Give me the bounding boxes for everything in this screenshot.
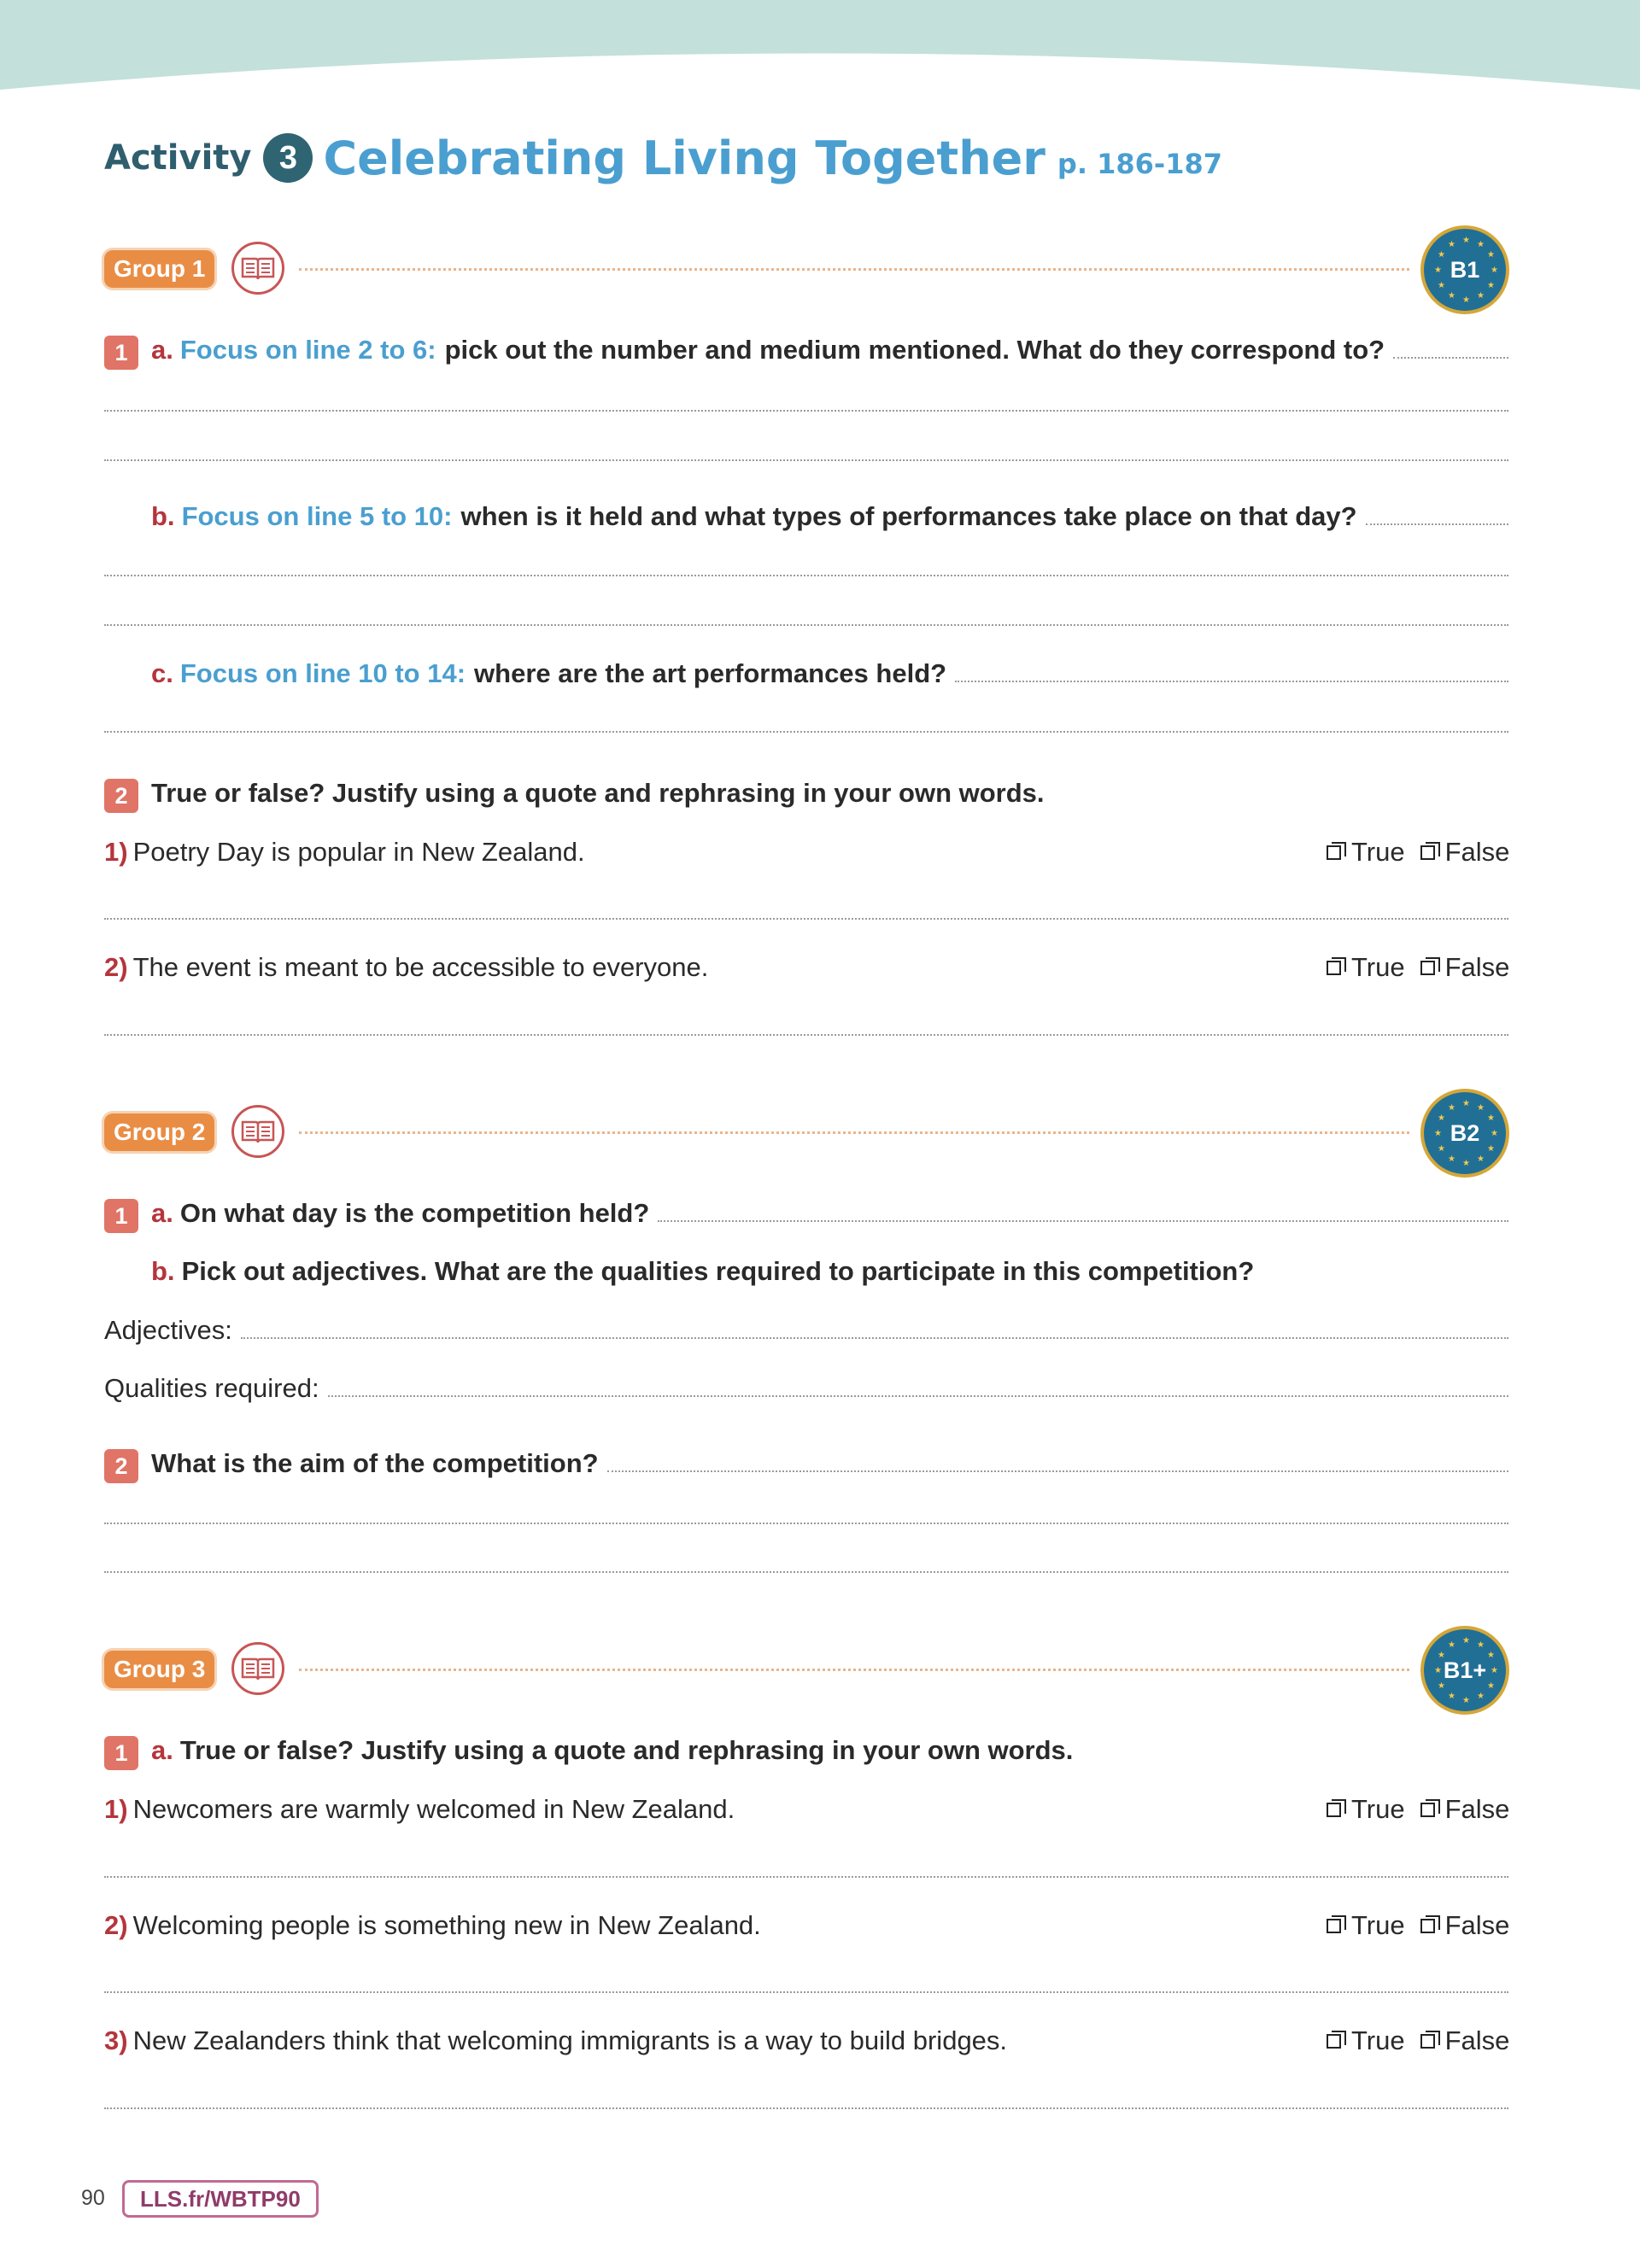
svg-text:★: ★	[1438, 250, 1445, 260]
qualities-field	[104, 1373, 1508, 1404]
answer-line[interactable]	[658, 1220, 1508, 1222]
answer-line[interactable]	[104, 575, 1508, 576]
statement-number: 3)	[104, 2025, 128, 2055]
svg-text:★: ★	[1462, 1696, 1470, 1705]
true-checkbox[interactable]	[1327, 1919, 1341, 1933]
true-checkbox[interactable]	[1327, 845, 1341, 860]
statement-number: 2)	[104, 952, 128, 982]
svg-text:★: ★	[1438, 1144, 1445, 1154]
svg-text:★: ★	[1487, 1681, 1495, 1691]
statement-number: 1)	[104, 837, 128, 867]
true-label: True	[1351, 837, 1405, 867]
true-label: True	[1351, 1910, 1405, 1940]
answer-line[interactable]	[104, 1991, 1508, 1993]
activity-title	[104, 128, 1222, 188]
svg-text:★: ★	[1477, 1103, 1485, 1113]
answer-line[interactable]	[104, 624, 1508, 626]
svg-text:★: ★	[1448, 1103, 1456, 1113]
svg-text:★: ★	[1434, 266, 1442, 275]
statement-2	[104, 1910, 761, 1941]
question-1a	[151, 1198, 1508, 1229]
svg-text:★: ★	[1448, 1154, 1456, 1164]
svg-text:★: ★	[1438, 1651, 1445, 1660]
true-false-options	[1327, 952, 1509, 983]
qualities-label: Qualities required:	[104, 1373, 319, 1403]
svg-text:★: ★	[1462, 1099, 1470, 1108]
false-checkbox[interactable]	[1420, 1803, 1435, 1817]
answer-line[interactable]	[328, 1395, 1508, 1397]
statement-1	[104, 1794, 735, 1825]
false-label: False	[1444, 2025, 1510, 2055]
svg-text:★: ★	[1491, 1129, 1498, 1138]
statement-text: The event is meant to be accessible to everyone.	[132, 952, 709, 982]
false-label: False	[1444, 1910, 1510, 1940]
svg-text:★: ★	[1448, 1692, 1456, 1701]
svg-text:★: ★	[1462, 295, 1470, 305]
page-number: 90	[81, 2186, 105, 2210]
svg-text:★: ★	[1487, 250, 1495, 260]
svg-text:★: ★	[1462, 1636, 1470, 1645]
false-checkbox[interactable]	[1420, 845, 1435, 860]
question-text: What is the aim of the competition?	[151, 1448, 599, 1478]
svg-text:★: ★	[1487, 281, 1495, 290]
statement-text: New Zealanders think that welcoming immigrants is a way to build bridges.	[132, 2025, 1008, 2055]
answer-line[interactable]	[104, 731, 1508, 733]
true-false-options	[1327, 837, 1509, 868]
false-checkbox[interactable]	[1420, 961, 1435, 975]
svg-text:★: ★	[1491, 266, 1498, 275]
answer-line[interactable]	[1366, 523, 1508, 525]
answer-line[interactable]	[104, 1571, 1508, 1573]
answer-line[interactable]	[104, 410, 1508, 412]
false-checkbox[interactable]	[1420, 2034, 1435, 2049]
false-label: False	[1444, 952, 1510, 982]
question-letter: a.	[151, 1198, 173, 1228]
statement-3	[104, 2025, 1007, 2056]
focus-lines: Focus on line 10 to 14:	[179, 658, 466, 688]
question-text: True or false? Justify using a quote and rephrasing in your own words.	[179, 1735, 1074, 1765]
svg-text:★: ★	[1477, 1640, 1485, 1650]
question-2-badge: 2	[104, 779, 138, 813]
svg-text:★: ★	[1487, 1651, 1495, 1660]
svg-text:★: ★	[1477, 1154, 1485, 1164]
statement-text: Welcoming people is something new in New Zealand.	[132, 1910, 761, 1940]
answer-line[interactable]	[241, 1337, 1508, 1339]
answer-line[interactable]	[1393, 357, 1508, 359]
question-letter: b.	[151, 1256, 175, 1286]
answer-line[interactable]	[104, 459, 1508, 461]
open-book-icon	[231, 1105, 284, 1158]
answer-line[interactable]	[104, 1523, 1508, 1524]
true-label: True	[1351, 952, 1405, 982]
svg-text:★: ★	[1487, 1114, 1495, 1123]
svg-text:★: ★	[1434, 1129, 1442, 1138]
open-book-icon	[231, 1642, 284, 1695]
question-text: True or false? Justify using a quote and rephrasing in your own words.	[151, 778, 1045, 808]
question-text: On what day is the competition held?	[179, 1198, 650, 1228]
false-checkbox[interactable]	[1420, 1919, 1435, 1933]
adjectives-field	[104, 1315, 1508, 1346]
question-letter: a.	[151, 335, 173, 365]
svg-text:★: ★	[1487, 1144, 1495, 1154]
svg-text:★: ★	[1448, 291, 1456, 301]
svg-text:★: ★	[1462, 1159, 1470, 1168]
question-1b	[151, 501, 1508, 532]
answer-line[interactable]	[607, 1470, 1508, 1472]
question-letter: a.	[151, 1735, 173, 1765]
statement-number: 1)	[104, 1794, 128, 1824]
level-text: B1	[1450, 256, 1480, 283]
question-1a	[151, 1735, 1073, 1766]
statement-text: Newcomers are warmly welcomed in New Zealand.	[132, 1794, 735, 1824]
question-1c	[151, 658, 1508, 689]
question-1a	[151, 335, 1508, 365]
svg-text:★: ★	[1448, 240, 1456, 249]
answer-line[interactable]	[104, 2107, 1508, 2109]
question-letter: c.	[151, 658, 173, 688]
question-2	[151, 778, 1045, 809]
svg-text:★: ★	[1448, 1640, 1456, 1650]
question-text: where are the art performances held?	[474, 658, 947, 688]
question-text: when is it held and what types of performances take place on that day?	[460, 501, 1357, 531]
group-3-separator	[299, 1669, 1409, 1671]
question-text: pick out the number and medium mentioned. What do they correspond to?	[444, 335, 1385, 365]
level-badge-b1	[1420, 225, 1509, 314]
resource-link[interactable]: LLS.fr/WBTP90	[122, 2180, 319, 2218]
group-2-label: Group 2	[104, 1114, 214, 1151]
false-label: False	[1444, 837, 1510, 867]
question-1-badge: 1	[104, 336, 138, 370]
answer-line[interactable]	[104, 1876, 1508, 1878]
svg-text:★: ★	[1438, 281, 1445, 290]
true-checkbox[interactable]	[1327, 961, 1341, 975]
question-letter: b.	[151, 501, 175, 531]
true-checkbox[interactable]	[1327, 2034, 1341, 2049]
svg-text:★: ★	[1438, 1114, 1445, 1123]
statement-number: 2)	[104, 1910, 128, 1940]
statement-2	[104, 952, 708, 983]
svg-text:★: ★	[1477, 240, 1485, 249]
group-3-label: Group 3	[104, 1651, 214, 1688]
group-1-separator	[299, 268, 1409, 271]
page-title: Celebrating Living Together	[323, 131, 1046, 185]
svg-text:★: ★	[1477, 1692, 1485, 1701]
question-2	[151, 1448, 1508, 1479]
statement-1	[104, 837, 585, 868]
group-2-separator	[299, 1131, 1409, 1134]
question-1b	[151, 1256, 1254, 1287]
answer-line[interactable]	[955, 681, 1508, 682]
svg-text:★: ★	[1434, 1666, 1442, 1675]
level-badge-b2	[1420, 1089, 1509, 1178]
statement-text: Poetry Day is popular in New Zealand.	[132, 837, 585, 867]
open-book-icon	[231, 242, 284, 295]
true-false-options	[1327, 1794, 1509, 1825]
answer-line[interactable]	[104, 1034, 1508, 1036]
svg-text:★: ★	[1491, 1666, 1498, 1675]
svg-text:★: ★	[1462, 236, 1470, 245]
true-checkbox[interactable]	[1327, 1803, 1341, 1817]
question-2-badge: 2	[104, 1449, 138, 1483]
true-label: True	[1351, 2025, 1405, 2055]
focus-lines: Focus on line 2 to 6:	[179, 335, 436, 365]
level-text: B2	[1450, 1119, 1480, 1146]
svg-text:★: ★	[1438, 1681, 1445, 1691]
answer-line[interactable]	[104, 918, 1508, 920]
svg-text:★: ★	[1477, 291, 1485, 301]
group-1-label: Group 1	[104, 250, 214, 288]
adjectives-label: Adjectives:	[104, 1315, 232, 1345]
true-false-options	[1327, 2025, 1509, 2056]
question-1-badge: 1	[104, 1736, 138, 1770]
page-reference: p. 186-187	[1057, 148, 1222, 180]
true-label: True	[1351, 1794, 1405, 1824]
activity-number-badge: 3	[263, 133, 313, 183]
level-badge-b1-plus	[1420, 1626, 1509, 1715]
level-text: B1+	[1443, 1657, 1487, 1683]
focus-lines: Focus on line 5 to 10:	[181, 501, 453, 531]
question-1-badge: 1	[104, 1199, 138, 1233]
false-label: False	[1444, 1794, 1510, 1824]
question-text: Pick out adjectives. What are the qualities required to participate in this competition?	[181, 1256, 1255, 1286]
header-band	[0, 0, 1640, 94]
true-false-options	[1327, 1910, 1509, 1941]
activity-label: Activity	[104, 138, 252, 178]
